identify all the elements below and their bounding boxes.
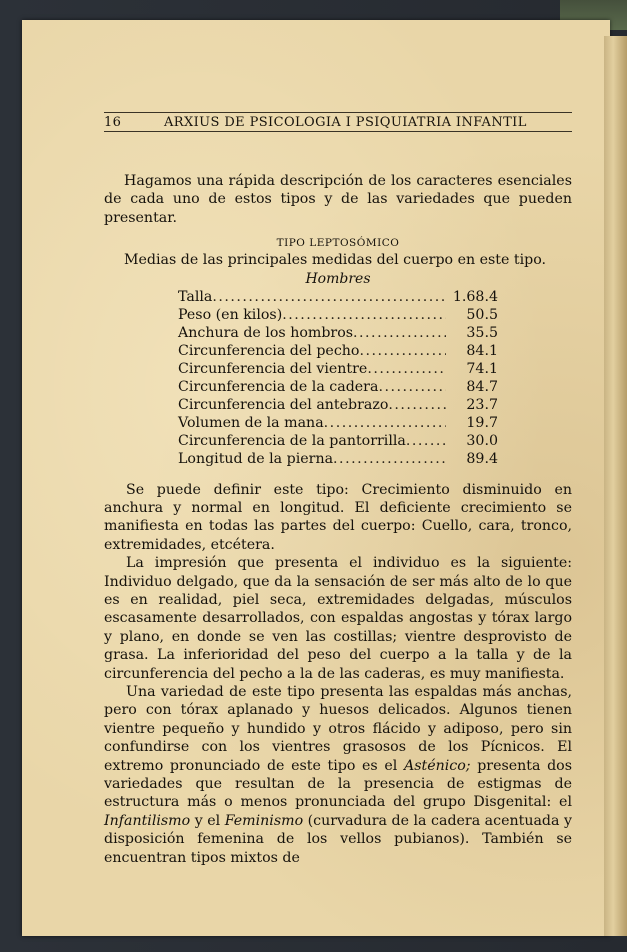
variety-paragraph xyxy=(104,683,572,867)
measurement-value: 89.4 xyxy=(466,451,498,468)
variety-text-2: presenta dos variedades que resultan de la presencia de estigmas de estructura más o menos pronunciada del grupo Disgenital: el xyxy=(104,757,572,811)
measurement-value: 35.5 xyxy=(466,324,498,341)
dot-leader xyxy=(324,414,446,432)
measurement-label: Circunferencia del pecho xyxy=(178,342,360,359)
measurement-row xyxy=(178,306,498,324)
measurement-row xyxy=(178,324,498,342)
section-description: Medias de las principales medidas del cuerpo en este tipo. xyxy=(124,252,547,269)
measurement-value: 1.68.4 xyxy=(452,288,498,305)
dot-leader xyxy=(378,378,446,396)
measurement-value: 23.7 xyxy=(466,397,498,414)
variety-text-3: y el xyxy=(190,812,225,829)
measurement-value: 74.1 xyxy=(466,361,498,377)
impression-paragraph: La impresión que presenta el individuo es la siguiente: Individuo delgado, que da la sensación de ser más alto de lo que es en realidad, piel seca, extremidades delgadas, músculos escasamente desarrollados, con espaldas angostas y tórax largo y plano, en donde se ven las costillas; vientre desprovisto de grasa. La inferioridad del peso del cuerpo a la talla y de la circunferencia del pecho a la de las caderas, es muy manifiesta. xyxy=(104,555,572,682)
feminismo-term: Feminismo xyxy=(224,812,304,829)
page-number: 16 xyxy=(104,115,122,130)
dot-leader xyxy=(212,288,446,306)
page-content xyxy=(104,112,572,867)
measurement-row xyxy=(178,432,498,450)
measurement-value: 19.7 xyxy=(466,415,498,432)
measurement-value: 50.5 xyxy=(466,306,498,323)
measurement-row xyxy=(178,396,498,414)
measurement-label: Circunferencia del vientre xyxy=(178,361,368,377)
measurement-label: Volumen de la mana xyxy=(178,415,324,432)
journal-title: ARXIUS DE PSICOLOGIA I PSIQUIATRIA INFANTIL xyxy=(164,115,527,130)
measurement-label: Longitud de la pierna xyxy=(178,451,334,468)
table-subheading: Hombres xyxy=(305,270,371,287)
measurement-label: Circunferencia del antebrazo xyxy=(178,397,389,414)
page-edge xyxy=(604,36,627,936)
dot-leader xyxy=(406,432,446,450)
variety-text-4: (curvadura de la cadera acentuada y disposición femenina de los vellos pubianos). También se encuentran tipos mixtos de xyxy=(104,812,572,866)
dot-leader xyxy=(333,450,446,468)
measurement-row xyxy=(178,342,498,360)
running-header xyxy=(104,113,572,132)
dot-leader xyxy=(353,324,446,342)
measurement-row xyxy=(178,360,498,378)
measurement-row xyxy=(178,414,498,432)
measurements-table xyxy=(178,288,498,469)
dot-leader xyxy=(282,306,446,324)
measurement-label: Talla xyxy=(178,288,213,305)
measurement-value: 30.0 xyxy=(466,433,498,450)
measurement-row xyxy=(178,450,498,468)
dot-leader xyxy=(367,360,446,378)
measurement-label: Circunferencia de la cadera xyxy=(178,379,379,396)
measurement-value: 84.1 xyxy=(466,342,498,359)
measurement-row xyxy=(178,378,498,396)
section-title: TIPO LEPTOSÓMICO xyxy=(276,237,400,250)
dot-leader xyxy=(388,396,446,414)
measurement-label: Circunferencia de la pantorrilla xyxy=(178,433,406,450)
infantilismo-term: Infantilismo xyxy=(104,812,191,829)
definition-paragraph: Se puede definir este tipo: Crecimiento disminuido en anchura y normal en longitud. El deficiente crecimiento se manifiesta en todas las partes del cuerpo: Cuello, cara, tronco, extremidades, etcétera. xyxy=(104,481,572,553)
measurement-row xyxy=(178,288,498,306)
measurement-label: Peso (en kilos) xyxy=(178,306,283,323)
variety-text-1: Una variedad de este tipo presenta las espaldas más anchas, pero con tórax aplanado y huesos delicados. Algunos tienen vientre pequeño y hundido y otros flácido y adiposo, pero sin confundirse con los vientres grasosos de los Pícnicos. El extremo pronunciado de este tipo es el xyxy=(104,684,572,774)
dot-leader xyxy=(359,342,446,360)
measurement-label: Anchura de los hombros xyxy=(178,324,354,341)
intro-paragraph: Hagamos una rápida descripción de los caracteres esenciales de cada uno de estos tipos y de las variedades que pueden presentar. xyxy=(104,173,572,226)
asthenic-term: Asténico; xyxy=(403,757,471,774)
measurement-value: 84.7 xyxy=(466,379,498,396)
